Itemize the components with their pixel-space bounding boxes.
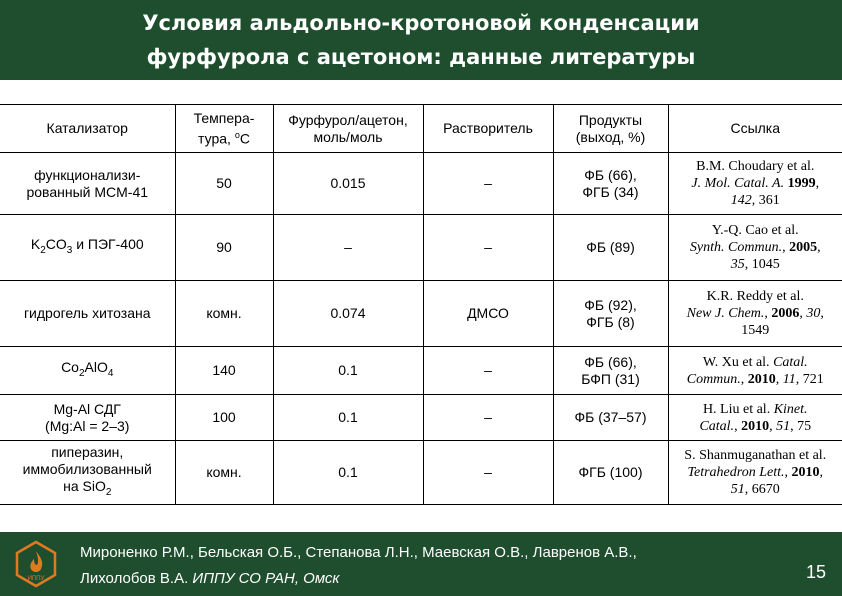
cell-solvent: – xyxy=(423,215,553,281)
cell-catalyst: функционализи- рованный MCM-41 xyxy=(0,153,175,215)
cell-catalyst: $Co_2AlO_4$ xyxy=(0,347,175,395)
header-solvent: Растворитель xyxy=(423,105,553,153)
header-temperature: Темпера- тура, $^о$С xyxy=(175,105,273,153)
table-header-row xyxy=(0,105,842,153)
cell-solvent: – xyxy=(423,395,553,441)
cell-temperature: 140 xyxy=(175,347,273,395)
header-reference: Ссылка xyxy=(668,105,842,153)
cell-solvent: – xyxy=(423,441,553,505)
cell-products: ФГБ (100) xyxy=(553,441,668,505)
cell-ratio: – xyxy=(273,215,423,281)
header-ratio: Фурфурол/ацетон, моль/моль xyxy=(273,105,423,153)
cell-reference: K.R. Reddy et al. New J. Chem., 2006, 30, 1549 xyxy=(668,281,842,347)
cell-solvent: ДМСО xyxy=(423,281,553,347)
authors-line-2: Лихолобов В.А. ИППУ СО РАН, Омск xyxy=(80,570,340,587)
cell-temperature: 100 xyxy=(175,395,273,441)
cell-products: ФБ (92), ФГБ (8) xyxy=(553,281,668,347)
cell-reference: Y.-Q. Cao et al. Synth. Commun., 2005, 35, 1045 xyxy=(668,215,842,281)
cell-ratio: 0.1 xyxy=(273,347,423,395)
cell-temperature: комн. xyxy=(175,441,273,505)
cell-catalyst: пиперазин, иммобилизованный на SiO$_2$ xyxy=(0,441,175,505)
cell-reference: H. Liu et al. Kinet. Catal., 2010, 51, 75 xyxy=(668,395,842,441)
table-row xyxy=(0,281,842,347)
table-row xyxy=(0,347,842,395)
cell-catalyst: Mg-Al СДГ (Mg:Al = 2–3) xyxy=(0,395,175,441)
cell-reference: B.M. Choudary et al. J. Mol. Catal. A. 1999, 142, 361 xyxy=(668,153,842,215)
header-products: Продукты (выход, %) xyxy=(553,105,668,153)
authors xyxy=(80,540,637,592)
cell-temperature: 50 xyxy=(175,153,273,215)
institute-logo-icon xyxy=(14,540,58,588)
cell-products: ФБ (37–57) xyxy=(553,395,668,441)
title-bar xyxy=(0,0,842,80)
authors-line-1: Мироненко Р.М., Бельская О.Б., Степанова Л.Н., Маевская О.В., Лавренов А.В., xyxy=(80,544,637,561)
title-line-2: фурфурола с ацетоном: данные литературы xyxy=(146,45,696,69)
title-line-1: Условия альдольно-кротоновой конденсации xyxy=(142,11,700,35)
cell-ratio: 0.015 xyxy=(273,153,423,215)
header-catalyst: Катализатор xyxy=(0,105,175,153)
table-row xyxy=(0,215,842,281)
cell-ratio: 0.074 xyxy=(273,281,423,347)
cell-reference: S. Shanmuganathan et al. Tetrahedron Lett., 2010, 51, 6670 xyxy=(668,441,842,505)
cell-products: ФБ (66), ФГБ (34) xyxy=(553,153,668,215)
logo-text: ИППУ xyxy=(27,576,45,582)
footer-bar xyxy=(0,532,842,596)
cell-solvent: – xyxy=(423,347,553,395)
page-number: 15 xyxy=(805,562,826,582)
cell-products: ФБ (66), БФП (31) xyxy=(553,347,668,395)
cell-reference: W. Xu et al. Catal. Commun., 2010, 11, 721 xyxy=(668,347,842,395)
table-row xyxy=(0,153,842,215)
cell-temperature: 90 xyxy=(175,215,273,281)
affiliation: ИППУ СО РАН, Омск xyxy=(192,570,340,587)
cell-ratio: 0.1 xyxy=(273,441,423,505)
cell-catalyst: $K_2CO_3$ и ПЭГ-400 xyxy=(0,215,175,281)
table-row xyxy=(0,441,842,505)
slide-title xyxy=(0,6,842,74)
cell-ratio: 0.1 xyxy=(273,395,423,441)
literature-table xyxy=(0,104,842,505)
table-row xyxy=(0,395,842,441)
cell-temperature: комн. xyxy=(175,281,273,347)
cell-solvent: – xyxy=(423,153,553,215)
cell-products: ФБ (89) xyxy=(553,215,668,281)
cell-catalyst: гидрогель хитозана xyxy=(0,281,175,347)
